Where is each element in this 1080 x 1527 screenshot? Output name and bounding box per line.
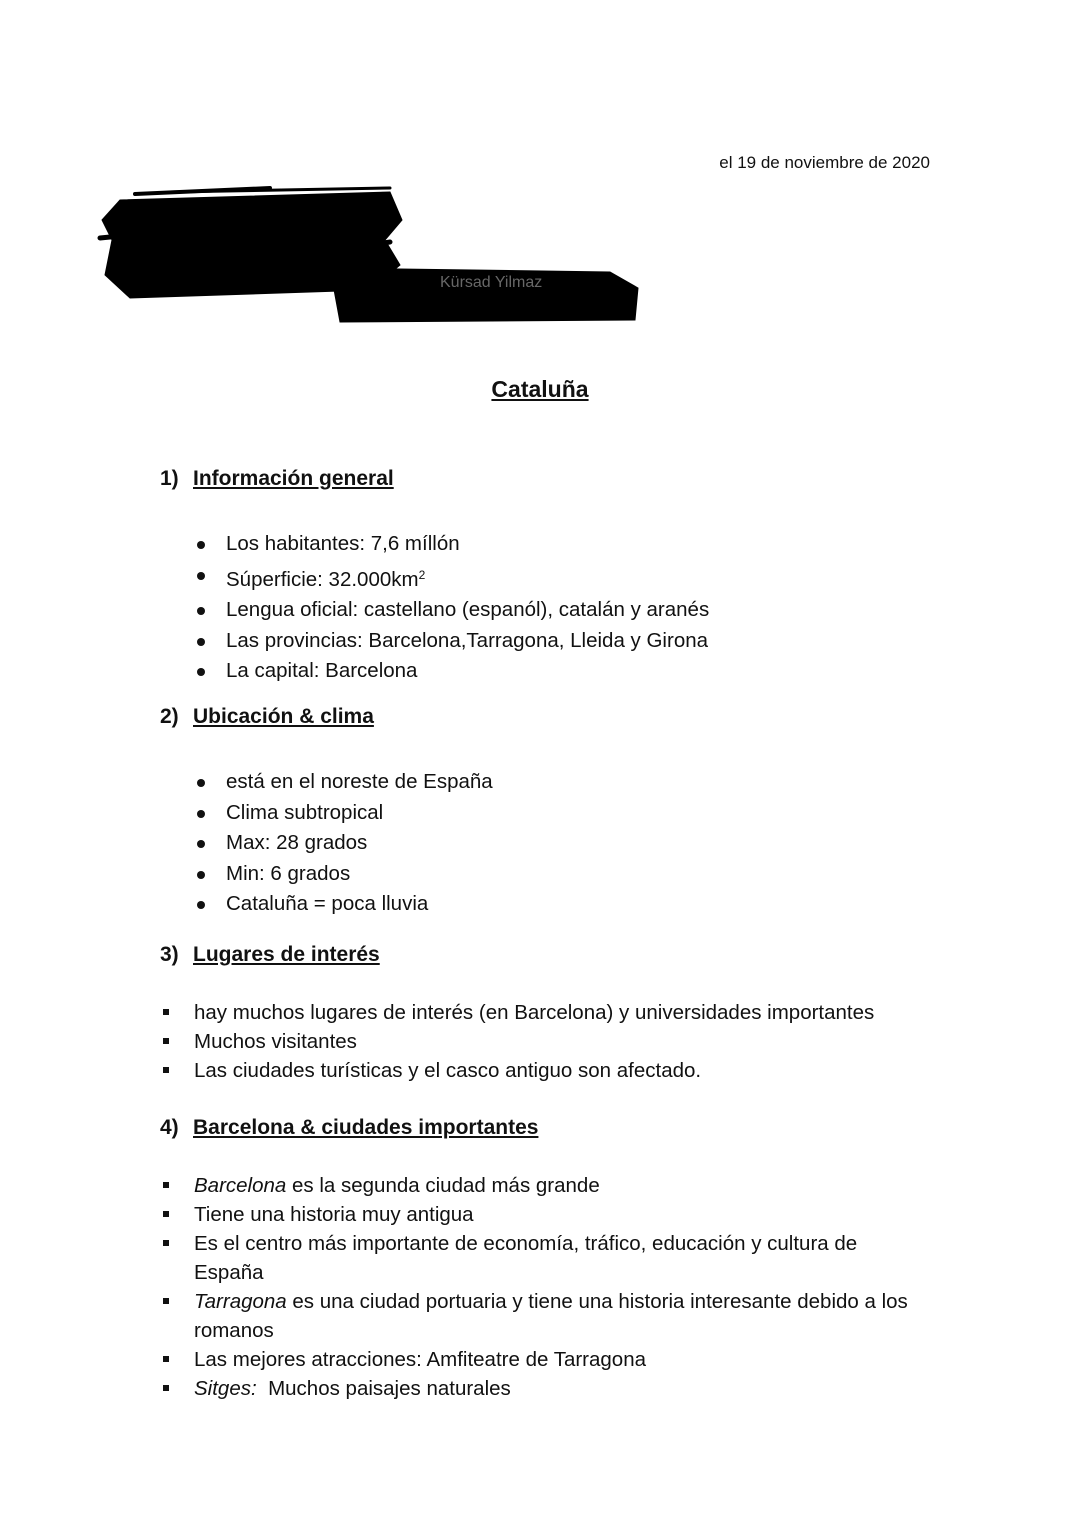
list-item [163,1200,934,1229]
section-ubicacion-clima [160,705,960,920]
bullet-list [194,767,960,920]
list-item [163,1287,929,1345]
list-item-text: Las mejores atracciones: Amfiteatre de Tarragona [194,1348,647,1371]
list-item: Las ciudades turísticas y el casco antiguo son afectado. [163,1056,934,1085]
square-bullet-list [163,998,960,1085]
list-item: hay muchos lugares de interés (en Barcelona) y universidades importantes [163,998,974,1027]
list-item: Muchos visitantes [163,1027,934,1056]
section-number: 2) [160,705,179,728]
document-title: Cataluña [491,376,589,402]
emphasis-text: Sitges: [194,1377,257,1400]
section-heading [160,943,960,967]
list-item [163,1345,934,1374]
list-item: Min: 6 grados [194,859,960,890]
section-number: 3) [160,943,179,966]
list-item-text: Súperficie: 32.000km [226,567,419,591]
list-item: La capital: Barcelona [194,656,960,687]
emphasis-text: Barcelona [194,1174,287,1197]
section-heading [160,1116,960,1140]
section-title: Información general [193,467,394,490]
list-item [194,560,960,596]
section-barcelona-ciudades [160,1116,960,1403]
list-item-text: Muchos paisajes naturales [256,1377,511,1400]
list-item [163,1229,909,1287]
list-item: Los habitantes: 7,6 míllón [194,529,960,560]
section-heading [160,467,960,491]
list-item: está en el noreste de España [194,767,960,798]
superscript: 2 [418,567,426,582]
section-lugares-de-interes [160,943,960,1085]
author-name: Kürsad Yilmaz [440,274,543,291]
list-item-text: es la segunda ciudad más grande [286,1174,600,1197]
square-bullet-list [163,1171,960,1403]
date-line: el 19 de noviembre de 2020 [719,153,930,172]
section-number: 1) [160,467,179,490]
list-item [163,1374,934,1403]
list-item-text: Tiene una historia muy antigua [194,1203,474,1226]
redaction-marks [90,180,650,330]
list-item: Cataluña = poca lluvia [194,889,960,920]
emphasis-text: Tarragona [194,1290,287,1313]
list-item: Lengua oficial: castellano (espanól), catalán y aranés [194,595,960,626]
list-item: Las provincias: Barcelona,Tarragona, Lleida y Girona [194,626,960,657]
list-item-text: es una ciudad portuaria y tiene una historia interesante debido a los romanos [194,1290,908,1342]
section-number: 4) [160,1116,179,1139]
section-title: Ubicación & clima [193,705,374,728]
section-informacion-general [160,467,960,687]
section-heading [160,705,960,729]
list-item: Max: 28 grados [194,828,960,859]
redaction-scribble [90,180,650,330]
list-item: Clima subtropical [194,798,960,829]
list-item [163,1171,934,1200]
section-title: Lugares de interés [193,943,380,966]
section-title: Barcelona & ciudades importantes [193,1116,539,1139]
bullet-list [194,529,960,687]
list-item-text: Es el centro más importante de economía, tráfico, educación y cultura de España [194,1232,858,1284]
